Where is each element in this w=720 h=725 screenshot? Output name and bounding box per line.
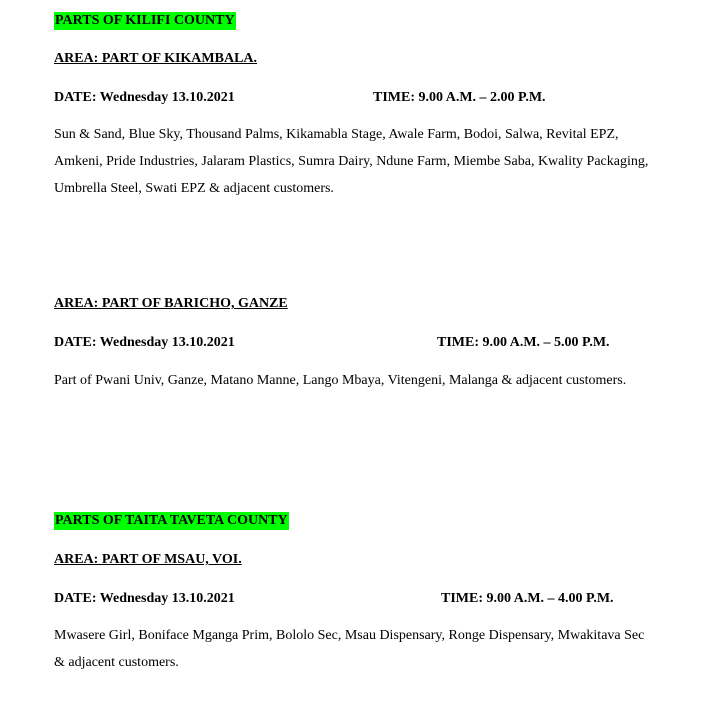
date-msau: DATE: Wednesday 13.10.2021 (54, 591, 235, 606)
date-kikambala: DATE: Wednesday 13.10.2021 (54, 90, 235, 105)
time-kikambala: TIME: 9.00 A.M. – 2.00 P.M. (373, 90, 546, 105)
area-heading-baricho: AREA: PART OF BARICHO, GANZE (54, 296, 288, 311)
time-baricho: TIME: 9.00 A.M. – 5.00 P.M. (437, 335, 610, 350)
description-kikambala: Sun & Sand, Blue Sky, Thousand Palms, Kikamabla Stage, Awale Farm, Bodoi, Salwa, Revital EPZ, Amkeni, Pride Industries, Jalaram Plastics, Sumra Dairy, Ndune Farm, Miembe Saba, Kwality Packaging, Umbrella Steel, Swati EPZ & adjacent customers. (54, 127, 649, 196)
county-heading-kilifi: PARTS OF KILIFI COUNTY (55, 13, 235, 28)
time-msau: TIME: 9.00 A.M. – 4.00 P.M. (441, 591, 614, 606)
description-baricho: Part of Pwani Univ, Ganze, Matano Manne, Lango Mbaya, Vitengeni, Malanga & adjacent customers. (54, 373, 627, 388)
area-heading-kikambala: AREA: PART OF KIKAMBALA. (54, 51, 258, 66)
date-baricho: DATE: Wednesday 13.10.2021 (54, 335, 235, 350)
description-msau: Mwasere Girl, Boniface Mganga Prim, Bololo Sec, Msau Dispensary, Ronge Dispensary, Mwakitava Sec & adjacent customers. (54, 628, 645, 670)
area-heading-msau: AREA: PART OF MSAU, VOI. (54, 552, 242, 567)
county-heading-taita-taveta: PARTS OF TAITA TAVETA COUNTY (55, 513, 288, 528)
